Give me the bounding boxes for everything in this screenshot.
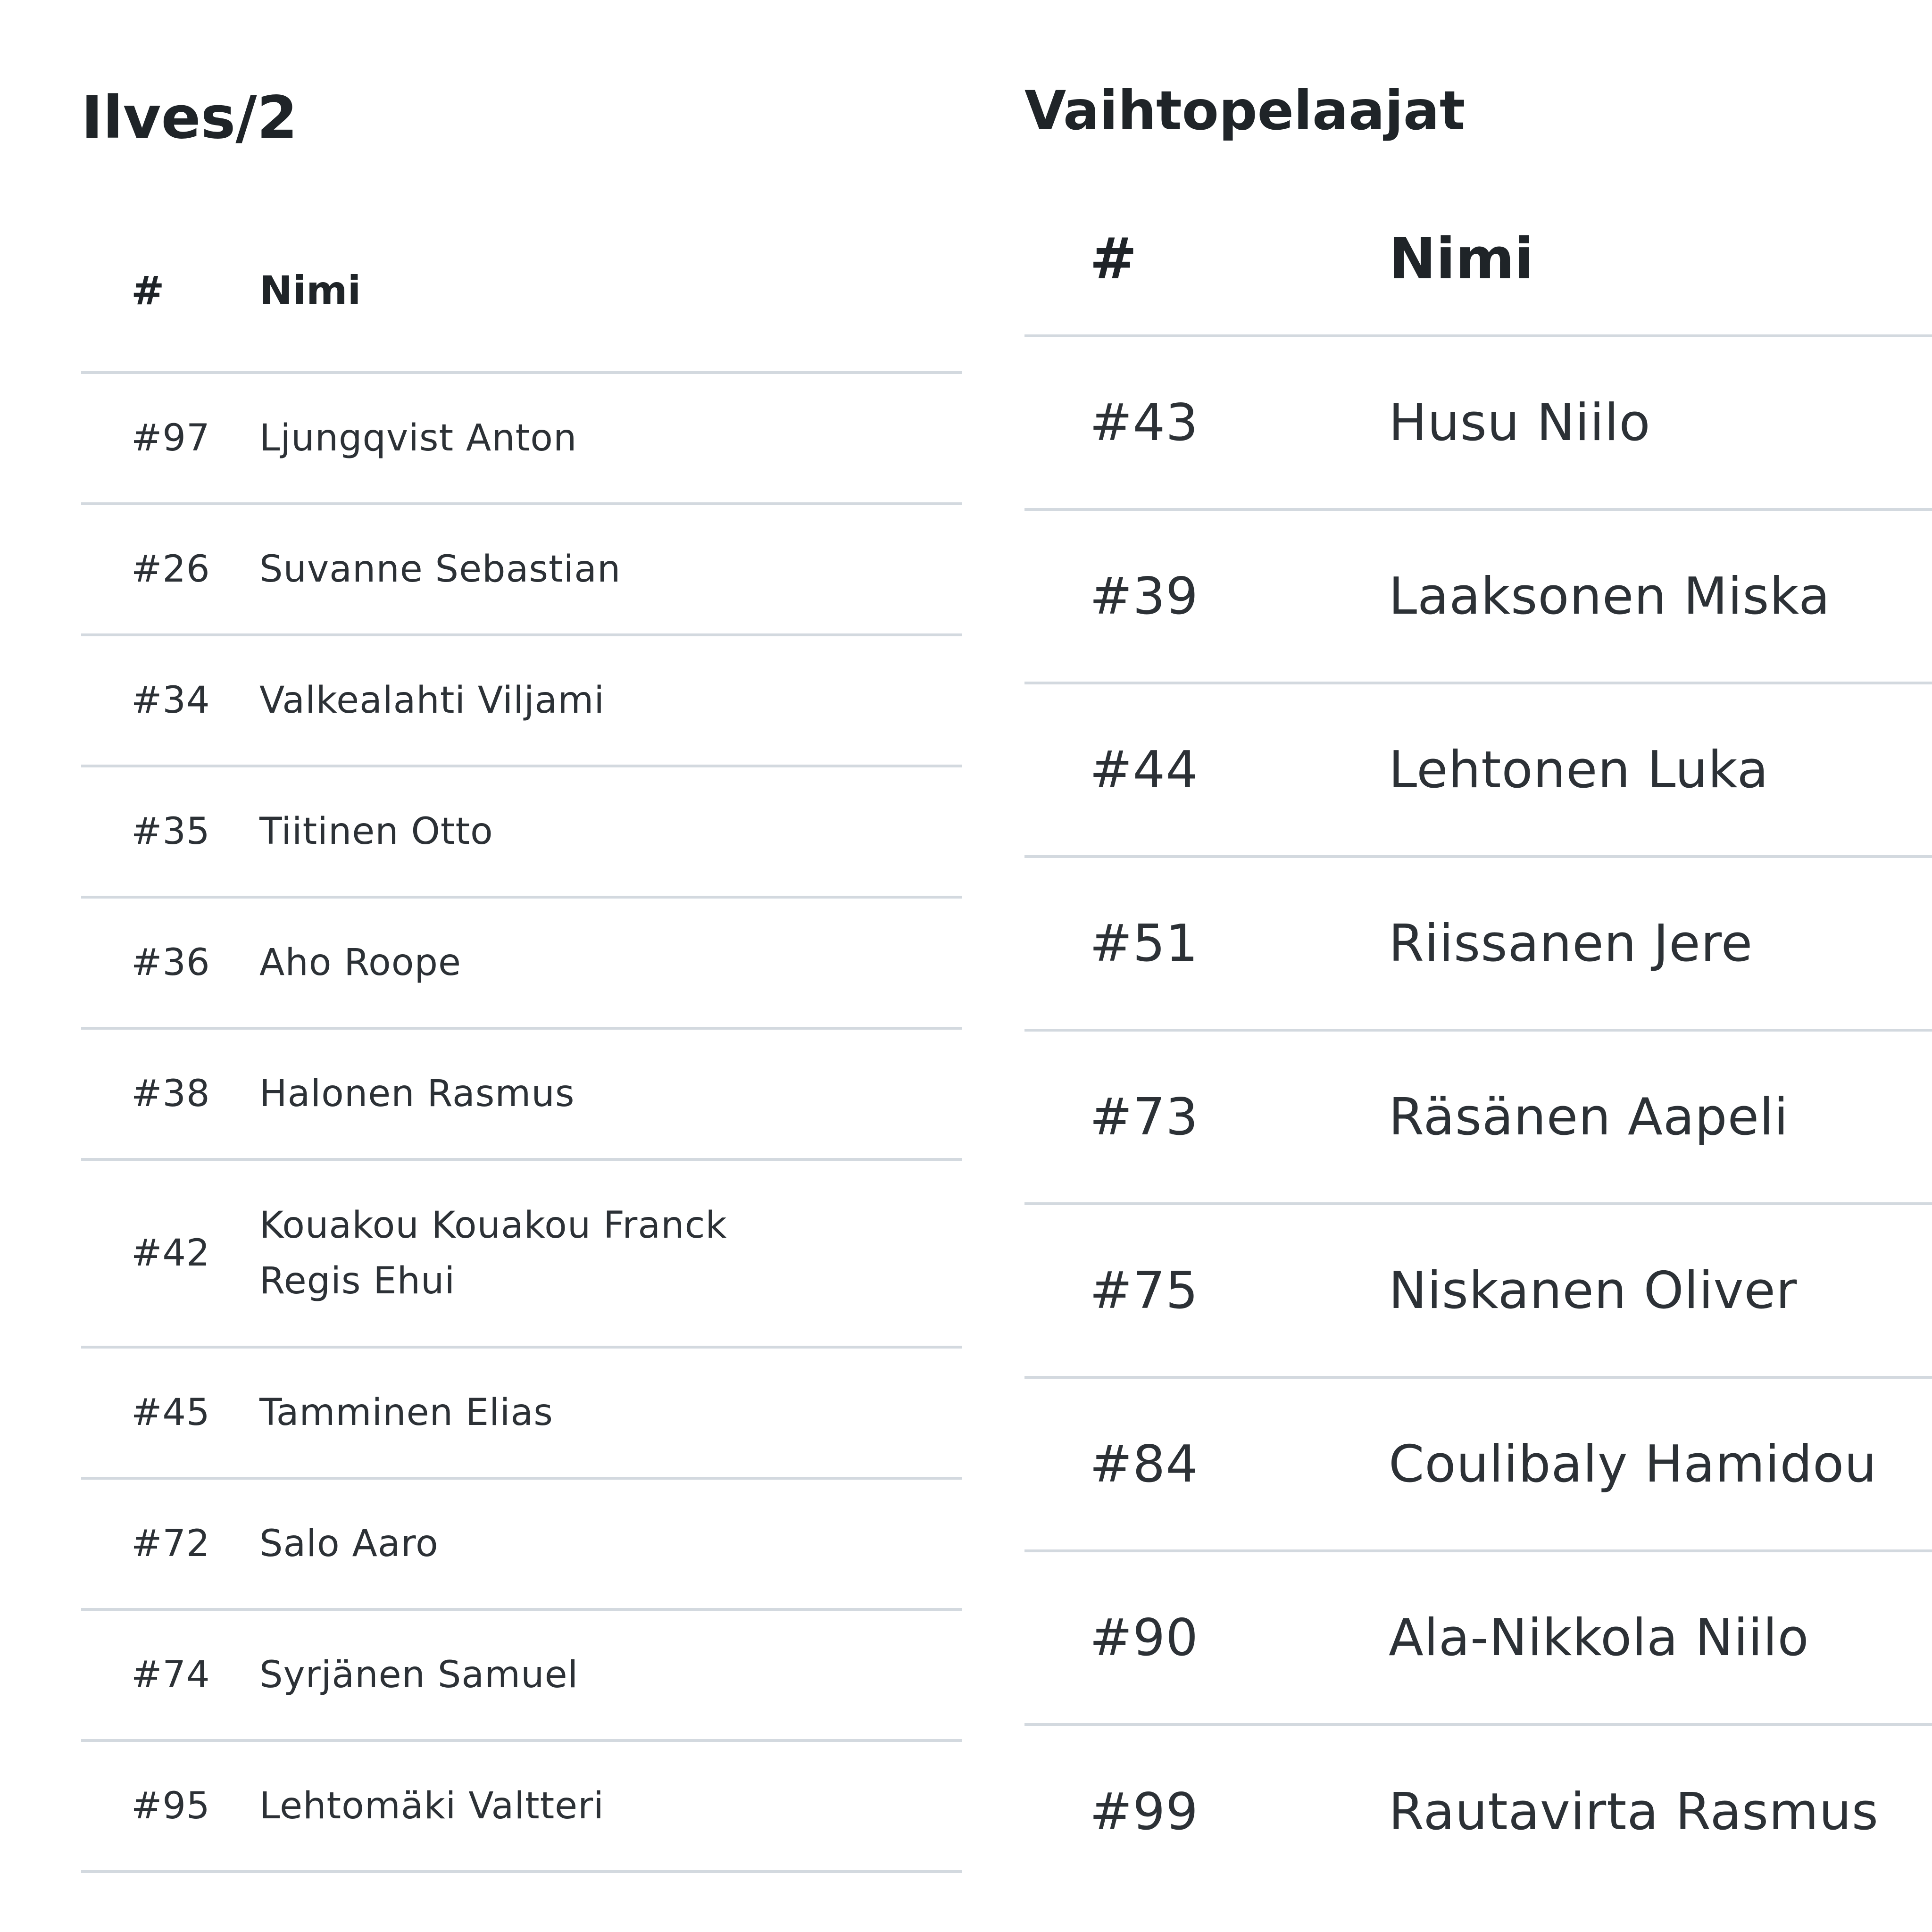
table-row <box>81 635 962 766</box>
player-number: #26 <box>81 504 259 635</box>
player-number: #73 <box>1024 1030 1389 1204</box>
team-title: Ilves/2 <box>81 84 298 152</box>
player-name: Coulibaly Hamidou <box>1389 1377 1932 1551</box>
player-name: Kouakou Kouakou Franck Regis Ehui <box>259 1159 962 1347</box>
table-header-row <box>81 209 962 373</box>
player-number: #95 <box>81 1740 259 1872</box>
table-row <box>81 373 962 504</box>
table-row <box>81 766 962 897</box>
table-row <box>81 1609 962 1740</box>
player-name: Lehtomäki Valtteri <box>259 1740 962 1872</box>
player-number: #34 <box>81 635 259 766</box>
player-name: Laaksonen Miska <box>1389 509 1932 683</box>
player-number: #42 <box>81 1159 259 1347</box>
table-row <box>1024 1724 1932 1898</box>
player-name: Riissanen Jere <box>1389 857 1932 1030</box>
player-number: #74 <box>81 1609 259 1740</box>
table-row <box>81 1740 962 1872</box>
player-number: #35 <box>81 766 259 897</box>
table-row <box>1024 336 1932 509</box>
player-number: #75 <box>1024 1204 1389 1377</box>
player-number: #99 <box>1090 1782 1199 1841</box>
table-row <box>81 504 962 635</box>
player-number: #44 <box>1024 683 1389 857</box>
player-name: Ljungqvist Anton <box>259 373 962 504</box>
team-roster-table <box>81 209 962 1873</box>
player-number: #84 <box>1024 1377 1389 1551</box>
table-row <box>1024 509 1932 683</box>
player-number: #97 <box>81 373 259 504</box>
player-number: #51 <box>1024 857 1389 1030</box>
player-name: Niskanen Oliver <box>1389 1204 1932 1377</box>
column-header-name: Nimi <box>259 209 962 373</box>
column-header-number: # <box>81 209 259 373</box>
player-name: Husu Niilo <box>1389 336 1932 509</box>
player-name: Tiitinen Otto <box>259 766 962 897</box>
table-row <box>81 1347 962 1478</box>
player-number: #72 <box>81 1478 259 1609</box>
player-name: Tamminen Elias <box>259 1347 962 1478</box>
substitutes-table <box>1024 184 1932 1898</box>
player-name: Lehtonen Luka <box>1389 683 1932 857</box>
column-header-name: Nimi <box>1389 184 1932 336</box>
player-number: #38 <box>81 1028 259 1159</box>
player-number: #36 <box>81 897 259 1028</box>
player-name: Rautavirta Rasmus <box>1389 1782 1879 1841</box>
player-number: #90 <box>1024 1551 1389 1724</box>
table-row <box>81 1159 962 1347</box>
player-name: Suvanne Sebastian <box>259 504 962 635</box>
player-name: Räsänen Aapeli <box>1389 1030 1932 1204</box>
table-row <box>81 897 962 1028</box>
substitutes-title: Vaihtopelaajat <box>1024 79 1466 142</box>
table-row <box>1024 683 1932 857</box>
table-row <box>1024 1204 1932 1377</box>
player-number: #39 <box>1024 509 1389 683</box>
table-row <box>81 1478 962 1609</box>
player-number: #45 <box>81 1347 259 1478</box>
table-row <box>1024 1551 1932 1724</box>
player-name: Aho Roope <box>259 897 962 1028</box>
player-name: Salo Aaro <box>259 1478 962 1609</box>
table-row <box>1024 857 1932 1030</box>
column-header-number: # <box>1024 184 1389 336</box>
player-name: Syrjänen Samuel <box>259 1609 962 1740</box>
player-name: Halonen Rasmus <box>259 1028 962 1159</box>
table-header-row <box>1024 184 1932 336</box>
player-number: #43 <box>1024 336 1389 509</box>
table-row <box>81 1028 962 1159</box>
player-name: Valkealahti Viljami <box>259 635 962 766</box>
table-row <box>1024 1377 1932 1551</box>
table-row <box>1024 1030 1932 1204</box>
player-name: Ala-Nikkola Niilo <box>1389 1551 1932 1724</box>
